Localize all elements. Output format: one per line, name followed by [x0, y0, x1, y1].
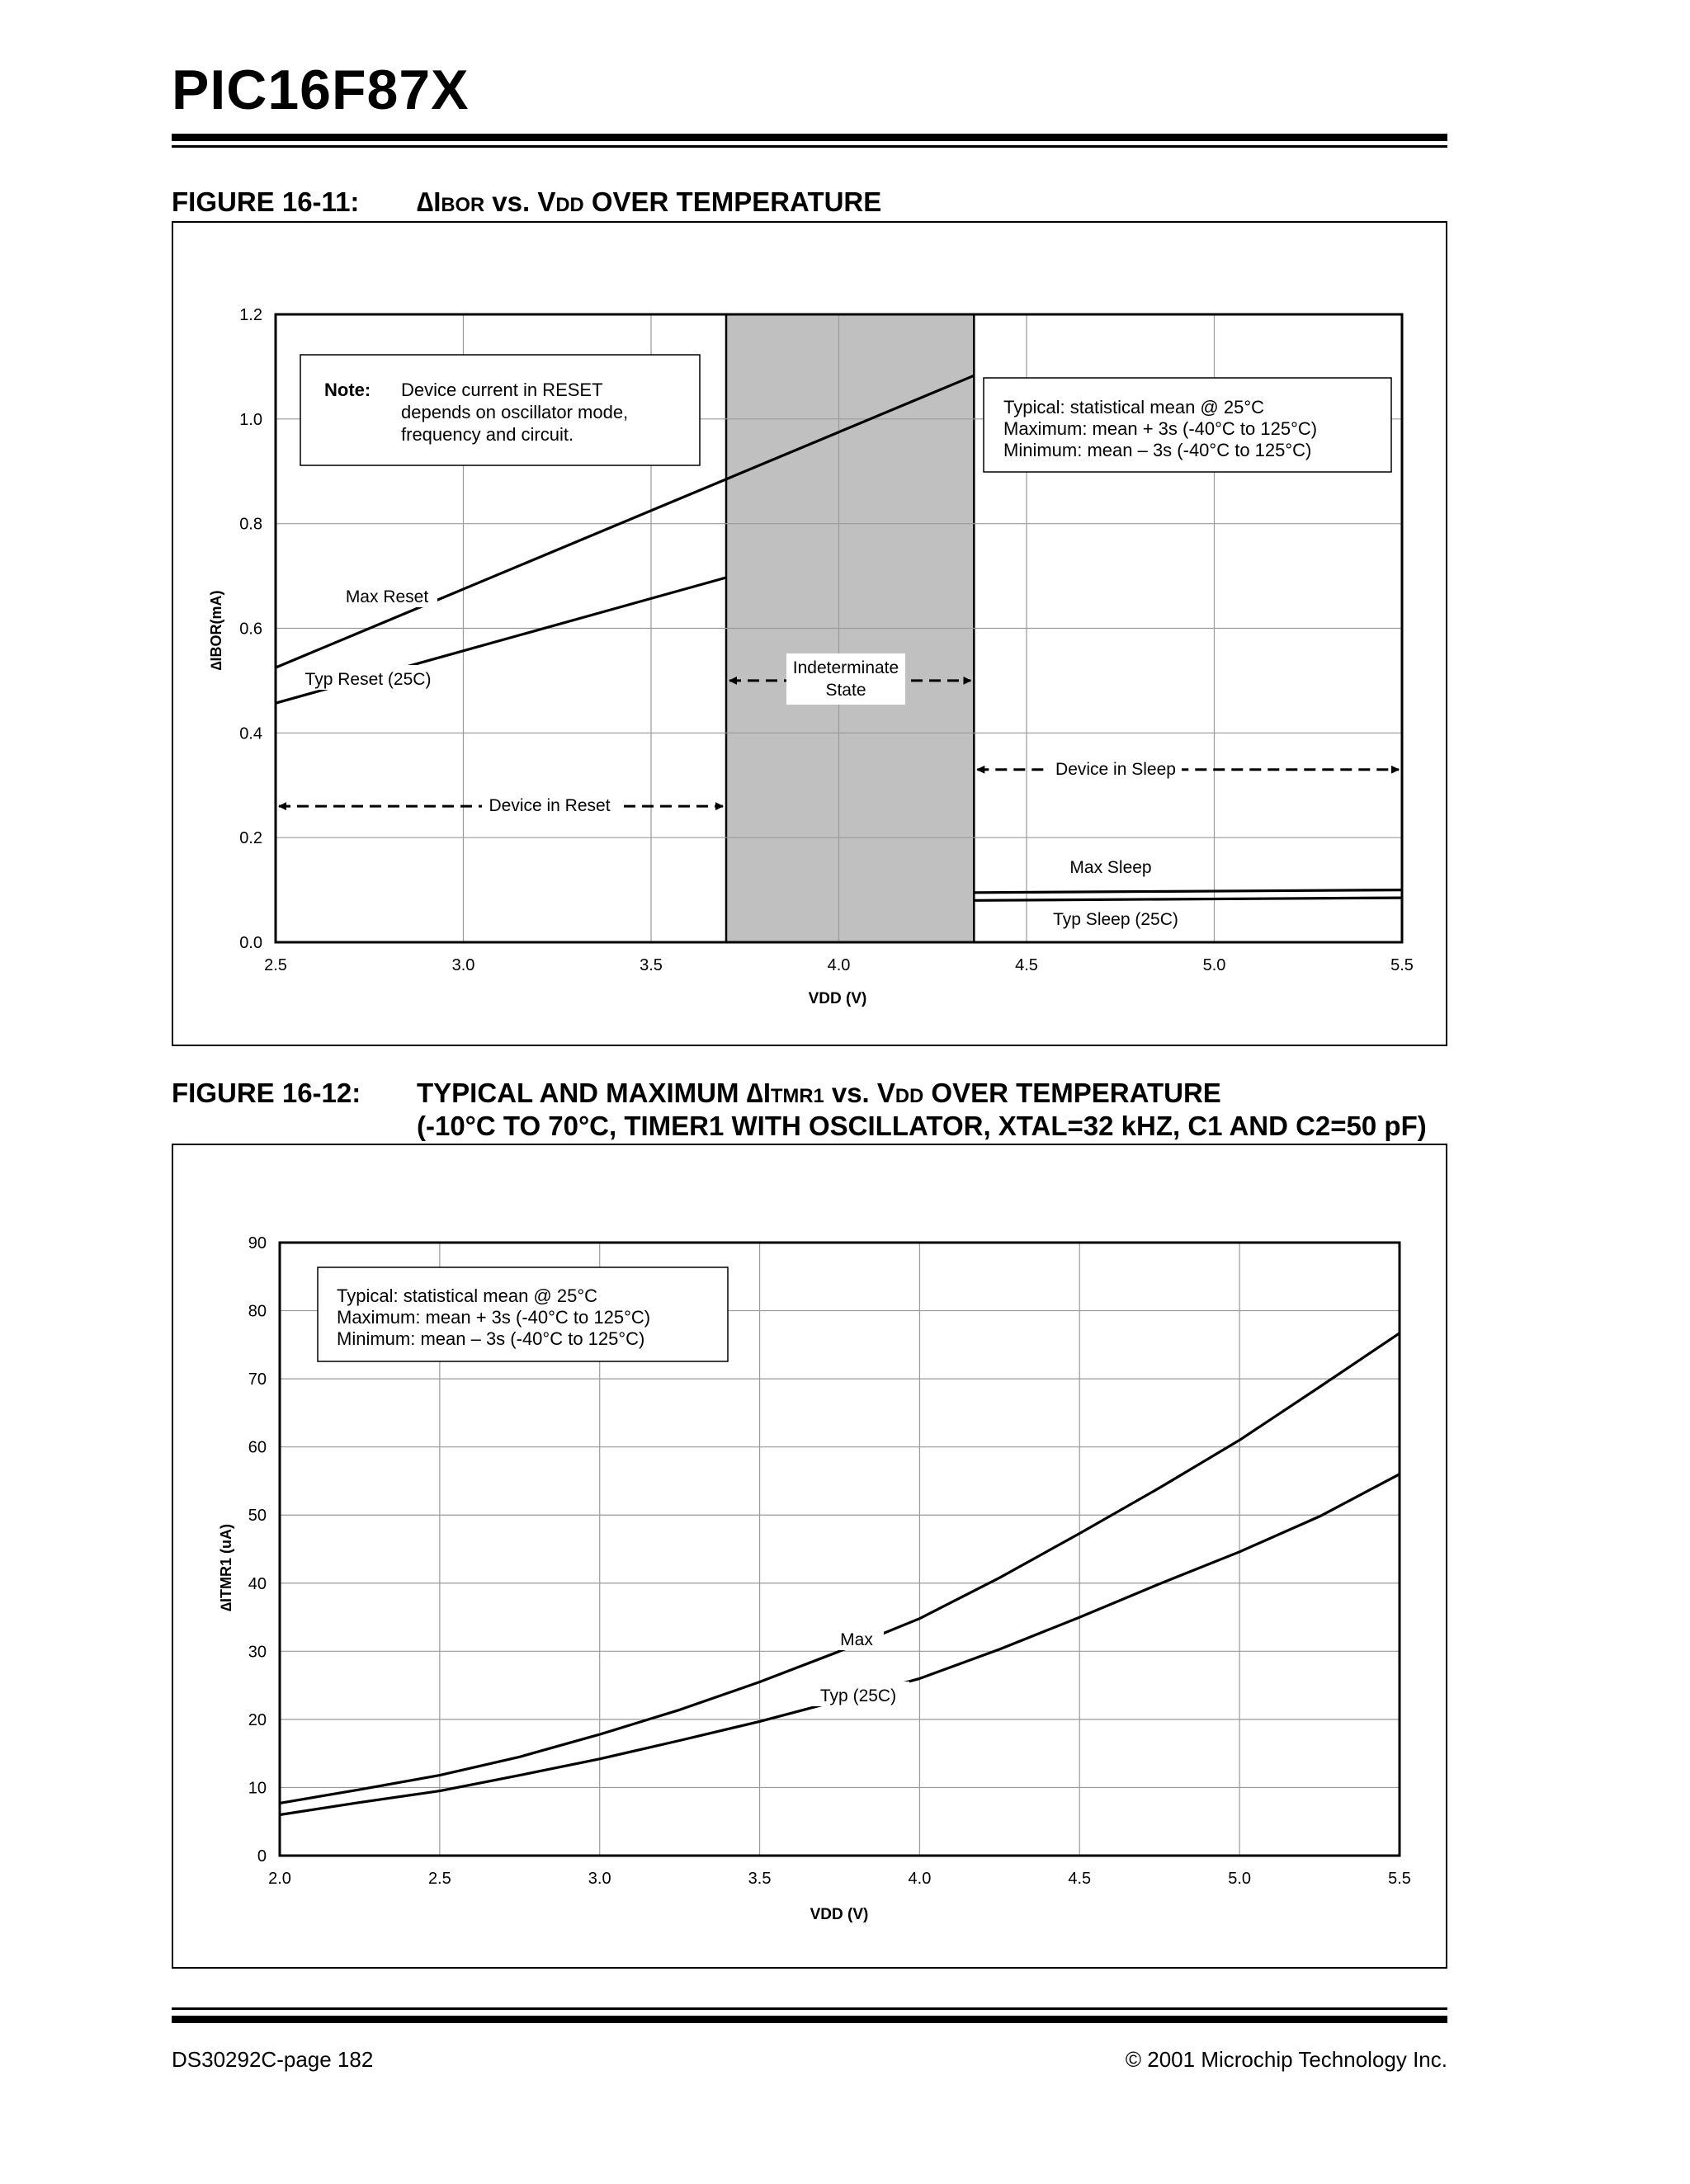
- svg-text:Max: Max: [840, 1630, 873, 1649]
- chart2-legend-line-2: Maximum: mean + 3s (-40°C to 125°C): [337, 1307, 651, 1328]
- chart2-legend-line-3: Minimum: mean – 3s (-40°C to 125°C): [337, 1328, 645, 1349]
- chart2-legend-box: [318, 1267, 728, 1361]
- chart1-y-axis-label: ∆IBOR(mA): [208, 590, 224, 671]
- chart1-legend-line-2: Maximum: mean + 3s (-40°C to 125°C): [1003, 418, 1318, 439]
- svg-text:Max Reset: Max Reset: [345, 587, 429, 606]
- figure-16-12-title-line2: (-10°C TO 70°C, TIMER1 WITH OSCILLATOR, XTAL=32 kHZ, C1 AND C2=50 pF): [417, 1111, 1427, 1141]
- series-line-max-sleep: [974, 890, 1402, 893]
- indeterminate-line-1: Indeterminate: [792, 658, 899, 677]
- svg-text:Device in Sleep: Device in Sleep: [1055, 760, 1176, 779]
- device-in-reset-label: [482, 793, 617, 816]
- page-title: PIC16F87X: [172, 59, 470, 121]
- chart2-series: [280, 1333, 1400, 1815]
- y-tick-label: 0.8: [239, 515, 262, 534]
- x-tick-label: 3.5: [640, 956, 663, 974]
- series-line-max: [280, 1333, 1400, 1804]
- note-line-3: frequency and circuit.: [401, 424, 574, 445]
- note-box: [300, 355, 700, 465]
- x-tick-label: 5.0: [1228, 1870, 1252, 1888]
- y-tick-label: 0.6: [239, 620, 262, 639]
- x-tick-label: 4.0: [827, 956, 851, 974]
- y-tick-label: 0: [257, 1847, 267, 1866]
- typ-reset-label: [299, 665, 437, 690]
- y-tick-label: 0.4: [239, 724, 262, 743]
- max-label: [829, 1625, 884, 1650]
- chart2-legend-line-1: Typical: statistical mean @ 25°C: [337, 1285, 598, 1306]
- footer-rule-thin: [172, 2007, 1447, 2010]
- y-tick-label: 90: [248, 1234, 267, 1252]
- max-reset-label: [337, 583, 437, 607]
- y-tick-label: 10: [248, 1779, 267, 1798]
- series-line-typ-sleep-25c: [974, 898, 1402, 900]
- x-tick-label: 5.5: [1390, 956, 1414, 974]
- x-tick-label: 2.5: [264, 956, 287, 974]
- y-tick-label: 0.2: [239, 829, 262, 848]
- figure-16-11-title: ∆IBOR vs. VDD OVER TEMPERATURE: [417, 186, 882, 217]
- max-sleep-label: Max Sleep: [1069, 858, 1152, 877]
- figure-16-12-label: FIGURE 16-12:: [172, 1078, 361, 1108]
- y-tick-label: 50: [248, 1507, 267, 1526]
- chart1-x-axis-label: VDD (V): [808, 990, 867, 1007]
- x-tick-label: 4.5: [1068, 1870, 1092, 1888]
- y-tick-label: 0.0: [239, 934, 262, 952]
- chart1-legend-line-1: Typical: statistical mean @ 25°C: [1003, 397, 1265, 417]
- x-tick-label: 5.0: [1202, 956, 1226, 974]
- chart1-legend-box: [984, 378, 1391, 472]
- y-tick-label: 60: [248, 1438, 267, 1457]
- note-line-2: depends on oscillator mode,: [401, 402, 629, 422]
- indeterminate-label: [786, 653, 905, 705]
- note-label: Note:: [324, 380, 371, 400]
- y-tick-label: 70: [248, 1370, 267, 1389]
- indeterminate-line-2: State: [825, 681, 866, 700]
- chart2-y-axis-label: ∆ITMR1 (uA): [218, 1524, 234, 1611]
- x-tick-label: 3.0: [588, 1870, 611, 1888]
- y-tick-label: 1.0: [239, 410, 262, 429]
- svg-text:Device in Reset: Device in Reset: [489, 796, 611, 815]
- typ-label: [810, 1682, 909, 1706]
- y-tick-label: 30: [248, 1643, 267, 1662]
- footer-rule-thick: [172, 2016, 1447, 2023]
- x-tick-label: 4.5: [1015, 956, 1038, 974]
- footer-copyright: © 2001 Microchip Technology Inc.: [1125, 2047, 1447, 2072]
- chart2-x-axis-label: VDD (V): [810, 1906, 869, 1923]
- x-tick-label: 2.0: [268, 1870, 291, 1888]
- svg-text:Typ Reset (25C): Typ Reset (25C): [304, 670, 432, 689]
- y-tick-label: 80: [248, 1302, 267, 1321]
- x-tick-label: 3.5: [748, 1870, 772, 1888]
- chart1-legend-line-3: Minimum: mean – 3s (-40°C to 125°C): [1003, 440, 1312, 460]
- y-tick-label: 1.2: [239, 306, 262, 324]
- y-tick-label: 20: [248, 1710, 267, 1729]
- svg-text:Typ (25C): Typ (25C): [819, 1686, 897, 1705]
- x-tick-label: 4.0: [908, 1870, 932, 1888]
- figure-16-11-label: FIGURE 16-11:: [172, 186, 360, 217]
- x-tick-label: 5.5: [1388, 1870, 1411, 1888]
- typ-sleep-label: Typ Sleep (25C): [1053, 910, 1178, 929]
- x-tick-label: 2.5: [427, 1870, 451, 1888]
- footer-page-number: DS30292C-page 182: [172, 2047, 374, 2072]
- x-tick-label: 3.0: [451, 956, 475, 974]
- figure-16-12-title-line1: TYPICAL AND MAXIMUM ∆ITMR1 vs. VDD OVER TEMPERATURE: [417, 1078, 1221, 1108]
- device-in-sleep-label: [1050, 757, 1182, 780]
- y-tick-label: 40: [248, 1574, 267, 1593]
- note-line-1: Device current in RESET: [401, 380, 603, 400]
